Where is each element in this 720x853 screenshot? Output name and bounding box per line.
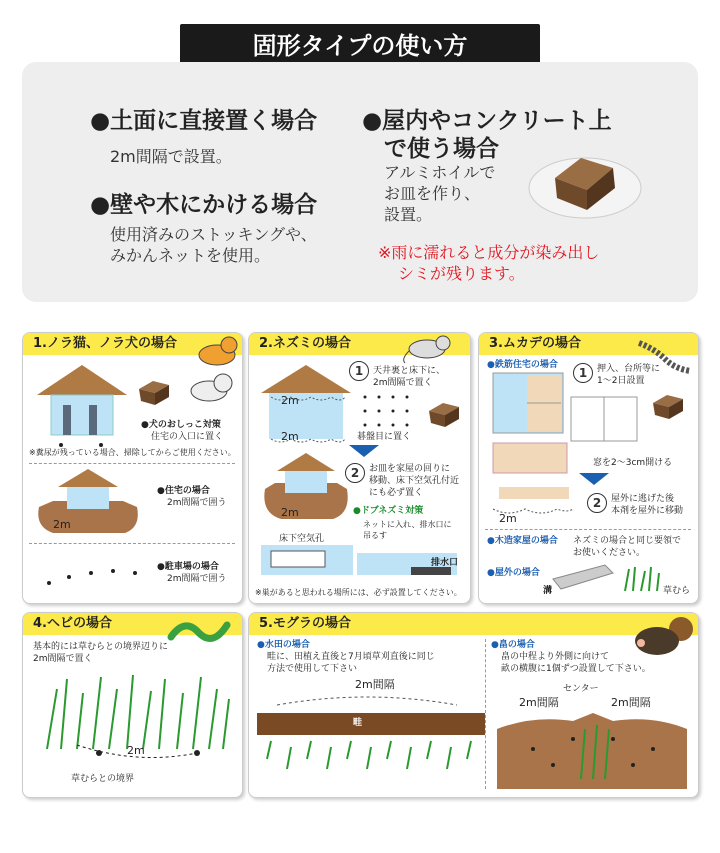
cat-dog-warning: ※糞尿が残っている場合、掃除してからご使用ください。 [29,448,236,457]
card-header: 5.モグラの場合 [249,613,698,635]
block-icon [135,377,175,407]
sewer-text-1: ネットに入れ、排水口に [363,520,452,529]
furniture-icon [493,443,567,473]
indoor-text-2: お皿を作り、 [384,184,481,203]
floor-distance: 2m [281,430,299,443]
grass-icon [621,565,661,591]
field-distance-left: 2m間隔 [519,696,559,709]
ceiling-distance: 2m [281,394,299,407]
block-on-foil-icon [525,138,645,224]
card-cat-dog [22,332,243,604]
wall-text-2: みかんネットを使用。 [110,246,271,265]
arrow-down-icon [349,445,379,459]
page-title: 固形タイプの使い方 [180,24,540,68]
indoor-heading-2: で使う場合 [384,136,499,162]
block-icon [649,391,689,421]
card-header: 1.ノラ猫、ノラ犬の場合 [23,333,242,355]
card-mole [248,612,699,798]
soil-text: 2m間隔で設置。 [110,147,232,166]
house-text: 2m間隔で囲う [167,498,227,508]
indoor-text-3: 設置。 [384,205,433,224]
divider [29,543,235,544]
soil-heading: ●土面に直接置く場合 [90,108,318,134]
vent-label: 床下空気孔 [279,534,325,544]
house-distance: 2m [53,518,71,531]
parking-text: 2m間隔で囲う [167,574,227,584]
divider [29,463,235,464]
border-label: 草むらとの境界 [71,774,135,784]
house-perimeter-icon [33,467,143,539]
wooden-text-1: ネズミの場合と同じ要領で [573,536,682,546]
gutter-icon [553,565,613,595]
around-distance: 2m [281,506,299,519]
paddy-distance: 2m間隔 [355,678,395,691]
card-header: 3.ムカデの場合 [479,333,698,355]
gutter-label: 溝 [543,586,553,596]
window-text: 窓を2～3cm開ける [593,458,673,468]
grid-dots-icon [361,393,421,429]
step-1-badge: 1 [349,361,369,381]
warning-text-1: ※雨に濡れると成分が染み出し [378,243,600,262]
card-header: 2.ネズミの場合 [249,333,470,355]
snake-text-1: 基本的には草むらとの境界辺りに [33,642,169,652]
wooden-text-2: お使いください。 [573,548,646,558]
drain-label: 排水口 [431,558,459,568]
concrete-title: ●鉄筋住宅の場合 [487,360,558,370]
house-icon [37,363,127,453]
snake-text-2: 2m間隔で置く [33,654,93,664]
indoor-heading-1: ●屋内やコンクリート上 [362,108,612,134]
centipede-step2-text-2: 本剤を屋外に移動 [611,506,684,516]
closet-icon [493,373,563,439]
card-rat [248,332,471,604]
step-2-badge: 2 [587,493,607,513]
field-rows-icon [493,709,691,791]
parking-title: ●駐車場の場合 [157,562,219,572]
sewer-text-2: 吊るす [363,531,387,540]
wall-text-1: 使用済みのストッキングや、 [110,225,317,244]
card-centipede [478,332,699,604]
field-title: ●畠の場合 [491,640,535,650]
indoor-text-1: アルミホイルで [384,163,496,182]
dog-icon [185,367,237,407]
field-text-1: 畠の中程より外側に向けて [501,652,610,662]
step-2-badge: 2 [345,463,365,483]
rat-icon [399,332,459,365]
centipede-step1-text-2: 1～2日設置 [597,376,645,386]
field-distance-right: 2m間隔 [611,696,651,709]
cat-icon [191,332,241,371]
warning-text-2: シミが残ります。 [398,264,525,283]
mole-icon [629,615,693,659]
rat-step2-text-1: お皿を家屋の回りに [369,464,451,474]
divider [485,639,486,789]
field-text-2: 畝の横腹に1個ずつ設置して下さい。 [501,664,651,674]
ridge-label: 畦 [353,718,363,728]
card-snake [22,612,243,798]
step-1-badge: 1 [573,363,593,383]
rat-warning: ※巣があると思われる場所には、必ず設置してください。 [255,588,462,597]
paddy-ridge-icon [257,689,485,779]
wooden-title: ●木造家屋の場合 [487,536,558,546]
wall-heading: ●壁や木にかける場合 [90,192,318,218]
divider [485,529,691,530]
dog-pee-text: 住宅の入口に置く [151,432,224,442]
grass-label: 草むら [663,586,691,596]
window-icon [571,397,641,443]
sewer-title: ●ドブネズミ対策 [353,506,424,516]
card-header: 4.ヘビの場合 [23,613,242,635]
dog-pee-title: ●犬のおしっこ対策 [141,420,221,430]
arrow-down-icon [579,473,609,487]
rat-step1-text-1: 天井裏と床下に、 [373,366,446,376]
paddy-title: ●水田の場合 [257,640,310,650]
house-section-icon [261,363,351,449]
centipede-step1-text-1: 押入、台所等に [597,364,661,374]
parking-dots-icon [43,559,153,589]
centipede-step2-text-1: 屋外に逃げた後 [611,494,675,504]
house-perimeter-icon [261,453,351,529]
center-label: センター [563,684,599,694]
snake-icon [167,612,237,647]
rat-step1-text-2: 2m間隔で置く [373,378,433,388]
paddy-text-1: 畦に、田植え直後と7月頃草刈直後に同じ [267,652,435,662]
centipede-distance: 2m [499,512,517,525]
paddy-text-2: 方法で使用して下さい [267,664,358,674]
snake-distance: 2m [127,744,145,757]
outdoor-title: ●屋外の場合 [487,568,540,578]
block-icon [425,399,465,429]
grid-text: 碁盤目に置く [357,432,412,442]
rat-step2-text-2: 移動、床下空気孔付近 [369,476,460,486]
house-title: ●住宅の場合 [157,486,210,496]
rat-step2-text-3: にも必ず置く [369,488,424,498]
